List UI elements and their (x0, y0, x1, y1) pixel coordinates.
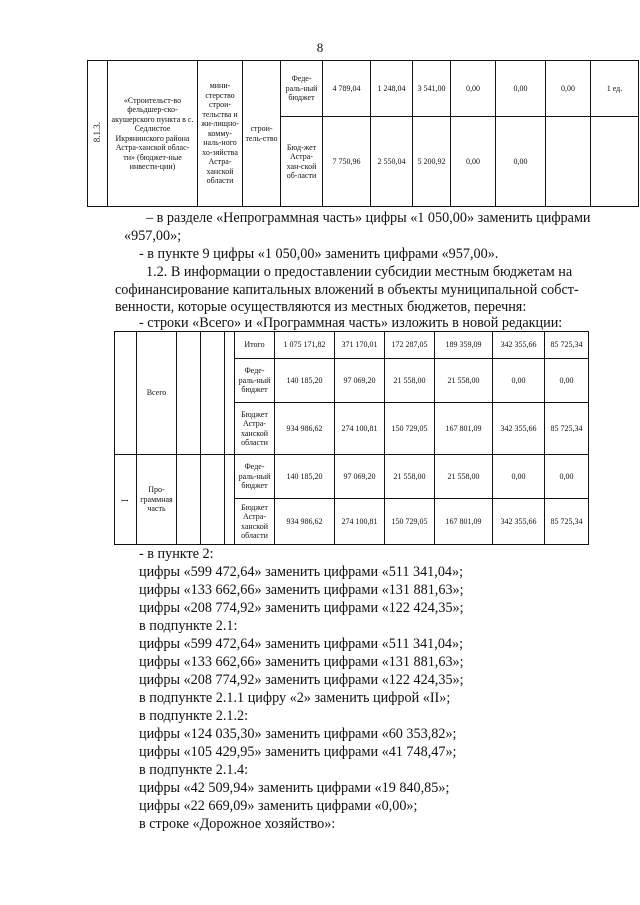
table-subsidies (114, 331, 589, 545)
empty-cell (201, 332, 225, 455)
text-line: в подпункте 2.1.2: (139, 708, 249, 724)
value-cell: 172 287,05 (385, 332, 435, 359)
value-cell: 1 248,04 (371, 61, 413, 117)
text-line: цифры «133 662,66» заменить цифрами «131 881,63»; (139, 582, 464, 598)
program-label: Про-граммная часть (137, 455, 177, 545)
value-cell: 342 355,66 (493, 332, 545, 359)
text-line: 1.2. В информации о предоставлении субсидии местным бюджетам на (146, 264, 573, 280)
row-number: 8.1.3. (91, 122, 102, 143)
total-label: Всего (137, 332, 177, 455)
text-line: в строке «Дорожное хозяйство»: (139, 816, 336, 832)
row-number-cell (88, 61, 108, 207)
value-cell: 0,00 (451, 61, 496, 117)
text-line: цифры «208 774,92» заменить цифрами «122 424,35»; (139, 600, 464, 616)
responsible-ministry: мини-стерство строи-тельства и жи-лищно-комму-наль-ного хо-зяйства Астра-ханской области (198, 61, 243, 207)
text-line: - в пункте 2: (139, 546, 214, 562)
value-cell (591, 117, 639, 207)
value-cell: 0,00 (546, 61, 591, 117)
value-cell: 0,00 (545, 455, 589, 499)
funding-source: Итого (235, 332, 275, 359)
text-line: в подпункте 2.1: (139, 618, 238, 634)
text-line: в подпункте 2.1.4: (139, 762, 249, 778)
funding-source: Бюджет Астра-ханской области (235, 403, 275, 455)
value-cell: 274 100,81 (335, 499, 385, 545)
value-cell: 21 558,00 (435, 455, 493, 499)
value-cell: 7 750,96 (323, 117, 371, 207)
text-line: цифры «208 774,92» заменить цифрами «122 424,35»; (139, 672, 464, 688)
value-cell: 342 355,66 (493, 403, 545, 455)
page-number: 8 (316, 40, 324, 55)
text-line: «957,00»; (124, 228, 182, 244)
value-cell: 189 359,09 (435, 332, 493, 359)
value-cell: 1 ед. (591, 61, 639, 117)
value-cell: 0,00 (493, 359, 545, 403)
value-cell: 371 170,01 (335, 332, 385, 359)
text-line: венности, которые осуществляются из местных бюджетов, перечня: (115, 299, 527, 315)
value-cell: 5 200,92 (413, 117, 451, 207)
value-cell: 97 069,20 (335, 359, 385, 403)
value-cell: 0,00 (451, 117, 496, 207)
value-cell: 140 185,20 (275, 455, 335, 499)
value-cell: 0,00 (493, 455, 545, 499)
value-cell: 21 558,00 (385, 359, 435, 403)
text-line: софинансирование капитальных вложений в объекты муниципальной собст- (115, 282, 579, 298)
value-cell: 342 355,66 (493, 499, 545, 545)
value-cell: 934 986,62 (275, 403, 335, 455)
text-line: в подпункте 2.1.1 цифру «2» заменить цифрой «II»; (139, 690, 451, 706)
text-line: - строки «Всего» и «Программная часть» изложить в новой редакции: (139, 315, 563, 331)
value-cell: 274 100,81 (335, 403, 385, 455)
value-cell: 4 789,04 (323, 61, 371, 117)
text-line: цифры «599 472,64» заменить цифрами «511 341,04»; (139, 564, 464, 580)
value-cell: 150 729,05 (385, 403, 435, 455)
funding-source: Феде-раль-ный бюджет (235, 359, 275, 403)
text-line: цифры «599 472,64» заменить цифрами «511 341,04»; (139, 636, 464, 652)
value-cell: 167 801,09 (435, 499, 493, 545)
value-cell: 167 801,09 (435, 403, 493, 455)
value-cell: 85 725,34 (545, 403, 589, 455)
empty-cell (115, 332, 137, 455)
text-line: цифры «124 035,30» заменить цифрами «60 353,82»; (139, 726, 457, 742)
object-description: «Строительст-во фельдшер-ско-акушерского пункта в с. Седлистое Икрянинского района Астра-ханской облас-ти» (бюджет-ные инвести-ции) (108, 61, 198, 207)
value-cell: 0,00 (545, 359, 589, 403)
value-cell: 21 558,00 (435, 359, 493, 403)
empty-cell (201, 455, 225, 545)
text-line: – в разделе «Непрограммная часть» цифры «1 050,00» заменить цифрами (146, 210, 591, 226)
value-cell: 97 069,20 (335, 455, 385, 499)
value-cell: 1 075 171,82 (275, 332, 335, 359)
text-line: - в пункте 9 цифры «1 050,00» заменить цифрами «957,00». (139, 246, 499, 262)
text-line: цифры «22 669,09» заменить цифрами «0,00»; (139, 798, 418, 814)
value-cell: 85 725,34 (545, 332, 589, 359)
value-cell: 85 725,34 (545, 499, 589, 545)
value-cell: 21 558,00 (385, 455, 435, 499)
value-cell: 0,00 (496, 61, 546, 117)
value-cell: 934 986,62 (275, 499, 335, 545)
text-line: цифры «133 662,66» заменить цифрами «131 881,63»; (139, 654, 464, 670)
value-cell: 2 550,04 (371, 117, 413, 207)
text-line: цифры «105 429,95» заменить цифрами «41 748,47»; (139, 744, 457, 760)
funding-source: Феде-раль-ный бюджет (235, 455, 275, 499)
section-number-cell (115, 455, 137, 545)
empty-cell (177, 332, 201, 455)
funding-source: Бюд-жет Астра-хан-ской об-ласти (281, 117, 323, 207)
empty-cell (225, 332, 235, 455)
value-cell: 3 541,00 (413, 61, 451, 117)
work-type: строи-тель-ство (243, 61, 281, 207)
value-cell: 150 729,05 (385, 499, 435, 545)
empty-cell (225, 455, 235, 545)
section-number: I (119, 498, 130, 502)
value-cell: 140 185,20 (275, 359, 335, 403)
value-cell: 0,00 (496, 117, 546, 207)
funding-source: Бюджет Астра-ханской области (235, 499, 275, 545)
table-object-8-1-3 (87, 60, 639, 207)
empty-cell (177, 455, 201, 545)
text-line: цифры «42 509,94» заменить цифрами «19 840,85»; (139, 780, 450, 796)
value-cell (546, 117, 591, 207)
funding-source: Феде-раль-ный бюджет (281, 61, 323, 117)
